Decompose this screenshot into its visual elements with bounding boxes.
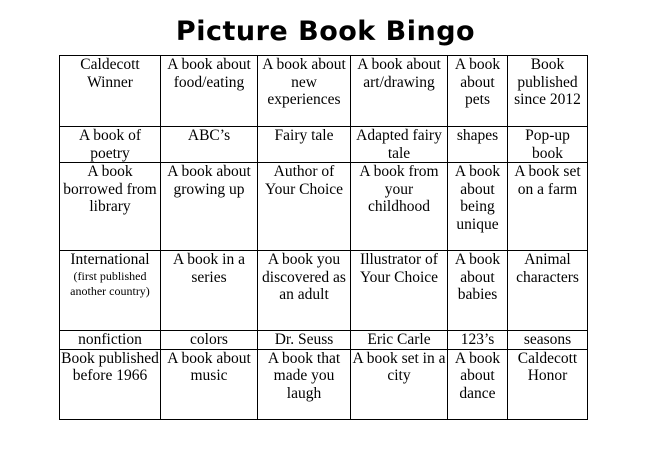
bingo-cell: ABC’s <box>161 127 258 163</box>
bingo-cell: A book about art/drawing <box>351 56 448 127</box>
bingo-cell: A book that made you laugh <box>258 349 351 419</box>
bingo-cell: Caldecott Winner <box>60 56 161 127</box>
bingo-grid <box>59 55 588 420</box>
bingo-cell: A book about growing up <box>161 163 258 251</box>
bingo-row <box>60 349 588 419</box>
bingo-cell: A book about being unique <box>448 163 508 251</box>
bingo-cell: Illustrator of Your Choice <box>351 251 448 331</box>
bingo-cell: A book set in a city <box>351 349 448 419</box>
bingo-cell: Adapted fairy tale <box>351 127 448 163</box>
bingo-cell: A book from your childhood <box>351 163 448 251</box>
bingo-cell: A book about food/eating <box>161 56 258 127</box>
bingo-cell: Book published since 2012 <box>508 56 588 127</box>
page-title: Picture Book Bingo <box>175 16 476 47</box>
bingo-cell: seasons <box>508 331 588 350</box>
bingo-cell: Book published before 1966 <box>60 349 161 419</box>
bingo-row <box>60 56 588 127</box>
bingo-row <box>60 251 588 331</box>
bingo-cell: A book about pets <box>448 56 508 127</box>
bingo-cell: A book set on a farm <box>508 163 588 251</box>
bingo-cell: colors <box>161 331 258 350</box>
bingo-cell: Caldecott Honor <box>508 349 588 419</box>
bingo-cell: shapes <box>448 127 508 163</box>
bingo-cell: A book about new experiences <box>258 56 351 127</box>
bingo-cell: A book about dance <box>448 349 508 419</box>
bingo-cell <box>60 251 161 331</box>
bingo-cell: nonfiction <box>60 331 161 350</box>
bingo-cell: A book about babies <box>448 251 508 331</box>
bingo-cell: A book about music <box>161 349 258 419</box>
bingo-cell: A book borrowed from library <box>60 163 161 251</box>
bingo-cell-note: (first published another country) <box>70 268 150 298</box>
bingo-cell: Author of Your Choice <box>258 163 351 251</box>
bingo-row <box>60 163 588 251</box>
bingo-cell-text: International <box>70 251 150 268</box>
bingo-cell: 123’s <box>448 331 508 350</box>
bingo-cell: Eric Carle <box>351 331 448 350</box>
bingo-cell: Fairy tale <box>258 127 351 163</box>
bingo-cell: A book you discovered as an adult <box>258 251 351 331</box>
bingo-cell: A book in a series <box>161 251 258 331</box>
bingo-row <box>60 331 588 350</box>
bingo-cell: Pop-up book <box>508 127 588 163</box>
bingo-cell: Dr. Seuss <box>258 331 351 350</box>
bingo-cell: A book of poetry <box>60 127 161 163</box>
bingo-row <box>60 127 588 163</box>
bingo-cell: Animal characters <box>508 251 588 331</box>
